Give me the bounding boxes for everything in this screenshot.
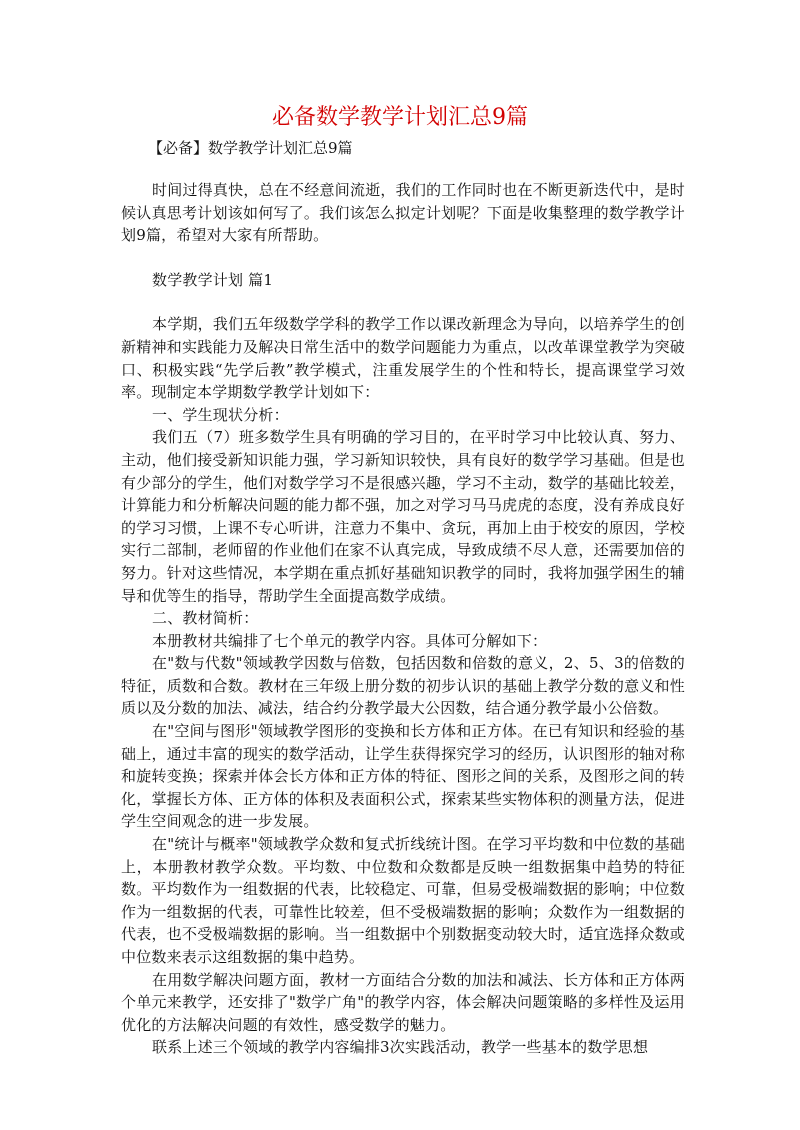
document-title: 必备数学教学计划汇总9篇 xyxy=(272,105,528,130)
section-heading: 数学教学计划 篇1 xyxy=(152,270,274,289)
body-paragraph: 在用数学解决问题方面，教材一方面结合分数的加法和减法、长方体和正方体两个单元来教学，还安排了"数学广角"的教学内容，体会解决问题策略的多样性及运用优化的方法解决问题的有效性，感受数学的魅力。 xyxy=(121,970,685,1034)
document-body xyxy=(121,179,685,1059)
body-paragraph: 联系上述三个领域的教学内容编排3次实践活动，教学一些基本的数学思想 xyxy=(152,1038,649,1057)
body-paragraph: 在"空间与图形"领域教学图形的变换和长方体和正方体。在已有知识和经验的基础上，通过丰富的现实的数学活动，让学生获得探究学习的经历，认识图形的轴对称和旋转变换；探索并体会长方体和正方体的特征、图形之间的关系，及图形之间的转化，掌握长方体、正方体的体积及表面积公式，探索某些实物体积的测量方法，促进学生空间观念的进一步发展。 xyxy=(121,722,685,831)
body-paragraph: 本学期，我们五年级数学学科的教学工作以课改新理念为导向，以培养学生的创新精神和实践能力及解决日常生活中的数学问题能力为重点，以改革课堂教学为突破口、积极实践“先学后教”教学模式，注重发展学生的个性和特长，提高课堂学习效率。现制定本学期数学教学计划如下： xyxy=(121,315,685,402)
subheading-textbook-analysis: 二、教材简析： xyxy=(152,609,259,628)
subheading-student-analysis: 一、学生现状分析： xyxy=(152,405,289,424)
document-subtitle: 【必备】数学教学计划汇总9篇 xyxy=(148,139,353,157)
intro-paragraph: 时间过得真快，总在不经意间流逝，我们的工作同时也在不断更新迭代中，是时候认真思考计划该如何写了。我们该怎么拟定计划呢？下面是收集整理的数学教学计划9篇，希望对大家有所帮助。 xyxy=(121,181,685,245)
body-paragraph: 我们五（7）班多数学生具有明确的学习目的，在平时学习中比较认真、努力、主动，他们接受新知识能力强，学习新知识较快，具有良好的数学学习基础。但是也有少部分的学生，他们对数学学习不是很感兴趣，学习不主动，数学的基础比较差，计算能力和分析解决问题的能力都不强，加之对学习马马虎虎的态度，没有养成良好的学习习惯，上课不专心听讲，注意力不集中、贪玩，再加上由于校安的原因，学校实行二部制，老师留的作业他们在家不认真完成，导致成绩不尽人意，还需要加倍的努力。针对这些情况，本学期在重点抓好基础知识教学的同时，我将加强学困生的辅导和优等生的指导，帮助学生全面提高数学成绩。 xyxy=(121,428,685,605)
body-paragraph: 本册教材共编排了七个单元的教学内容。具体可分解如下： xyxy=(152,631,548,650)
body-paragraph: 在"统计与概率"领域教学众数和复式折线统计图。在学习平均数和中位数的基础上，本册教材教学众数。平均数、中位数和众数都是反映一组数据集中趋势的特征数。平均数作为一组数据的代表，比较稳定、可靠，但易受极端数据的影响；中位数作为一组数据的代表，可靠性比较差，但不受极端数据的影响；众数作为一组数据的代表，也不受极端数据的影响。当一组数据中个别数据变动较大时，适宜选择众数或中位数来表示这组数据的集中趋势。 xyxy=(121,835,685,966)
body-paragraph: 在"数与代数"领域教学因数与倍数，包括因数和倍数的意义，2、5、3的倍数的特征，质数和合数。教材在三年级上册分数的初步认识的基础上教学分数的意义和性质以及分数的加法、减法，结合约分教学最大公因数，结合通分教学最小公倍数。 xyxy=(121,654,685,718)
